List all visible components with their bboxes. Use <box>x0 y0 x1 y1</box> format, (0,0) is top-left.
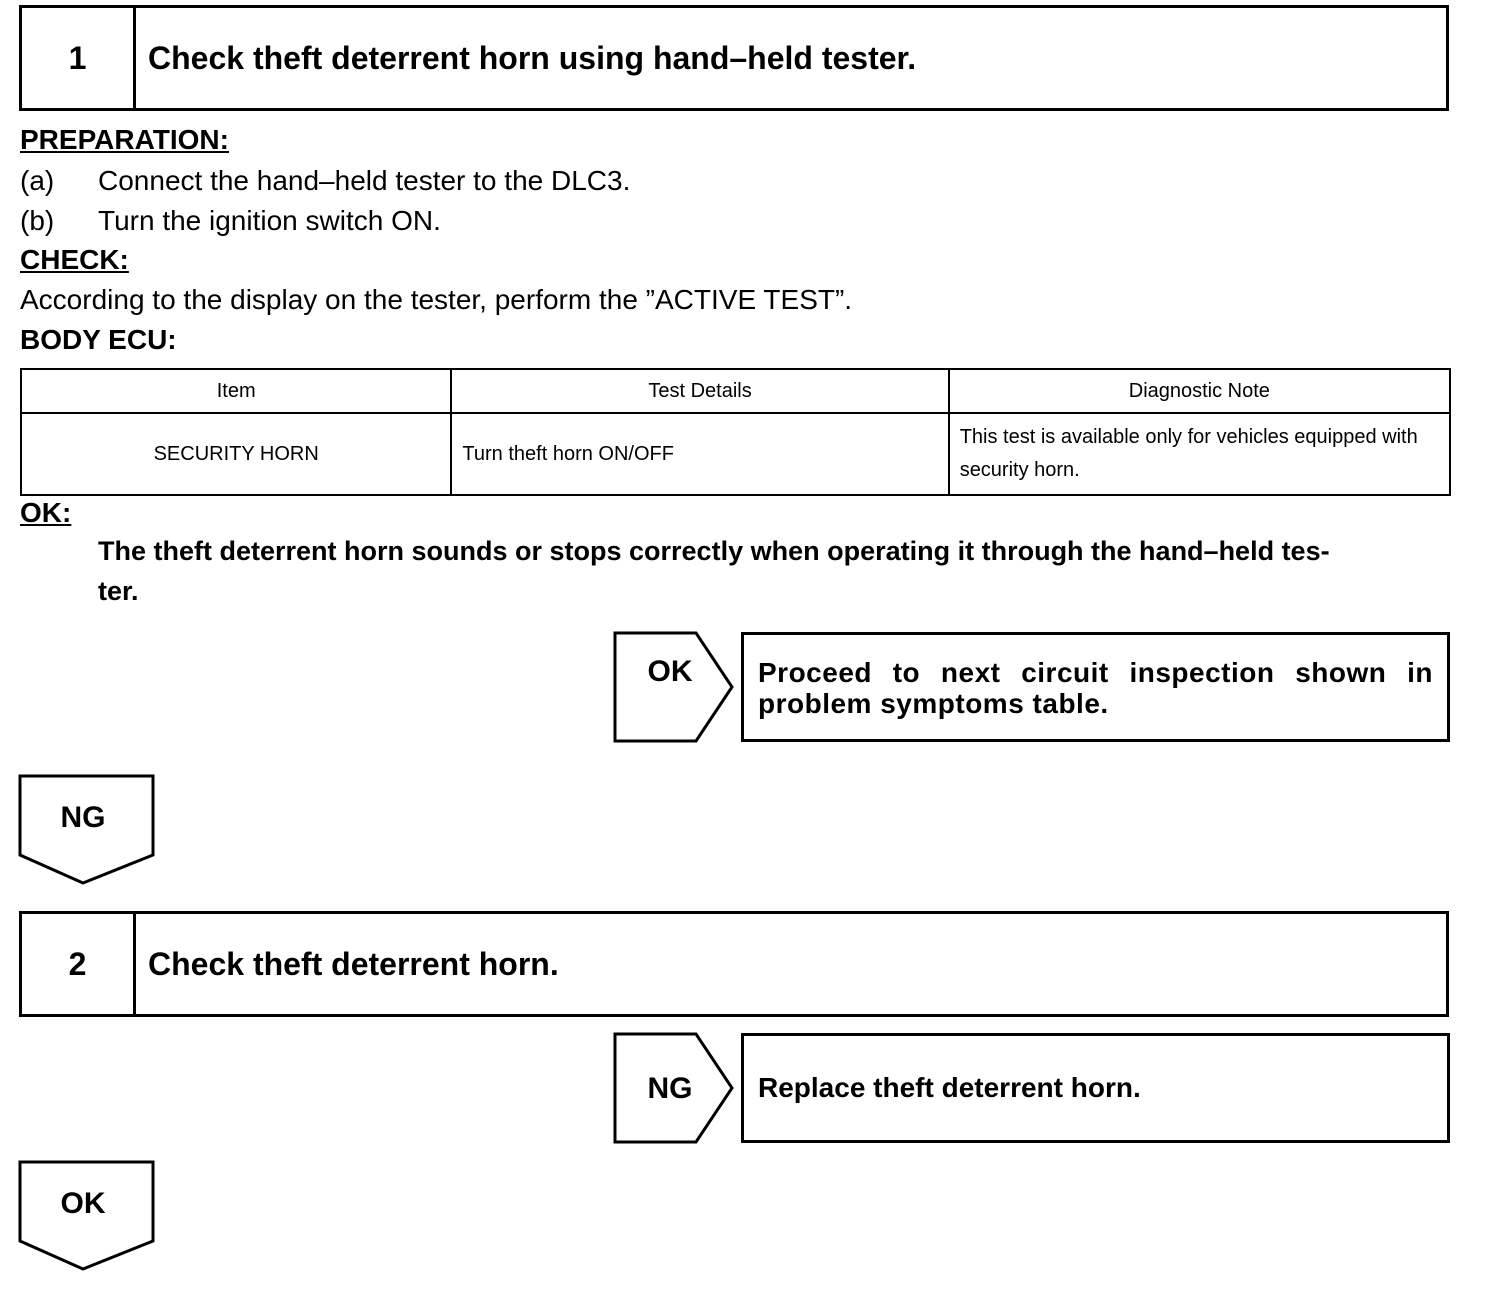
cell-test-details: Turn theft horn ON/OFF <box>451 413 948 495</box>
body-ecu-label: BODY ECU: <box>20 324 177 355</box>
preparation-heading: PREPARATION: <box>20 124 229 155</box>
ok-arrow-1-label: OK <box>647 655 693 688</box>
ng-down-arrow-1 <box>17 773 157 887</box>
step-1-header <box>19 5 1449 111</box>
ok-criteria-line-2: ter. <box>98 576 139 606</box>
cell-item: SECURITY HORN <box>21 413 451 495</box>
step-1-number: 1 <box>22 8 136 108</box>
step-2-number: 2 <box>22 914 136 1014</box>
prep-item-a-text: Connect the hand–held tester to the DLC3. <box>98 165 631 196</box>
cell-diagnostic-note: This test is available only for vehicles equipped with security horn. <box>949 413 1450 495</box>
step-1-title: Check theft deterrent horn using hand–held tester. <box>148 39 917 76</box>
ng-arrow-2 <box>612 1031 737 1145</box>
prep-item-a-label: (a) <box>20 165 55 196</box>
step-2-header <box>19 911 1449 1017</box>
ng-result-2: Replace theft deterrent horn. <box>741 1033 1450 1143</box>
col-header-test-details: Test Details <box>451 369 948 413</box>
prep-item-b-label: (b) <box>20 205 55 236</box>
ok-down-arrow-2 <box>17 1159 157 1273</box>
step-2-title: Check theft deterrent horn. <box>148 945 559 982</box>
ok-down-arrow-2-label: OK <box>60 1187 106 1220</box>
prep-item-b-text: Turn the ignition switch ON. <box>98 205 441 236</box>
table-row <box>21 413 1450 495</box>
ok-heading: OK: <box>20 497 72 528</box>
col-header-item: Item <box>21 369 451 413</box>
ok-result-1: Proceed to next circuit inspection shown in problem symptoms table. <box>741 632 1450 742</box>
table-header-row <box>21 369 1450 413</box>
check-heading: CHECK: <box>20 244 129 275</box>
ng-down-arrow-1-label: NG <box>60 801 106 834</box>
active-test-table <box>20 368 1451 496</box>
ok-arrow-1 <box>612 630 737 744</box>
ok-criteria-line-1: The theft deterrent horn sounds or stops correctly when operating it through the hand–held tes- <box>98 536 1330 566</box>
check-text: According to the display on the tester, perform the ”ACTIVE TEST”. <box>20 284 853 315</box>
ng-arrow-2-label: NG <box>647 1072 693 1105</box>
col-header-diagnostic-note: Diagnostic Note <box>949 369 1450 413</box>
